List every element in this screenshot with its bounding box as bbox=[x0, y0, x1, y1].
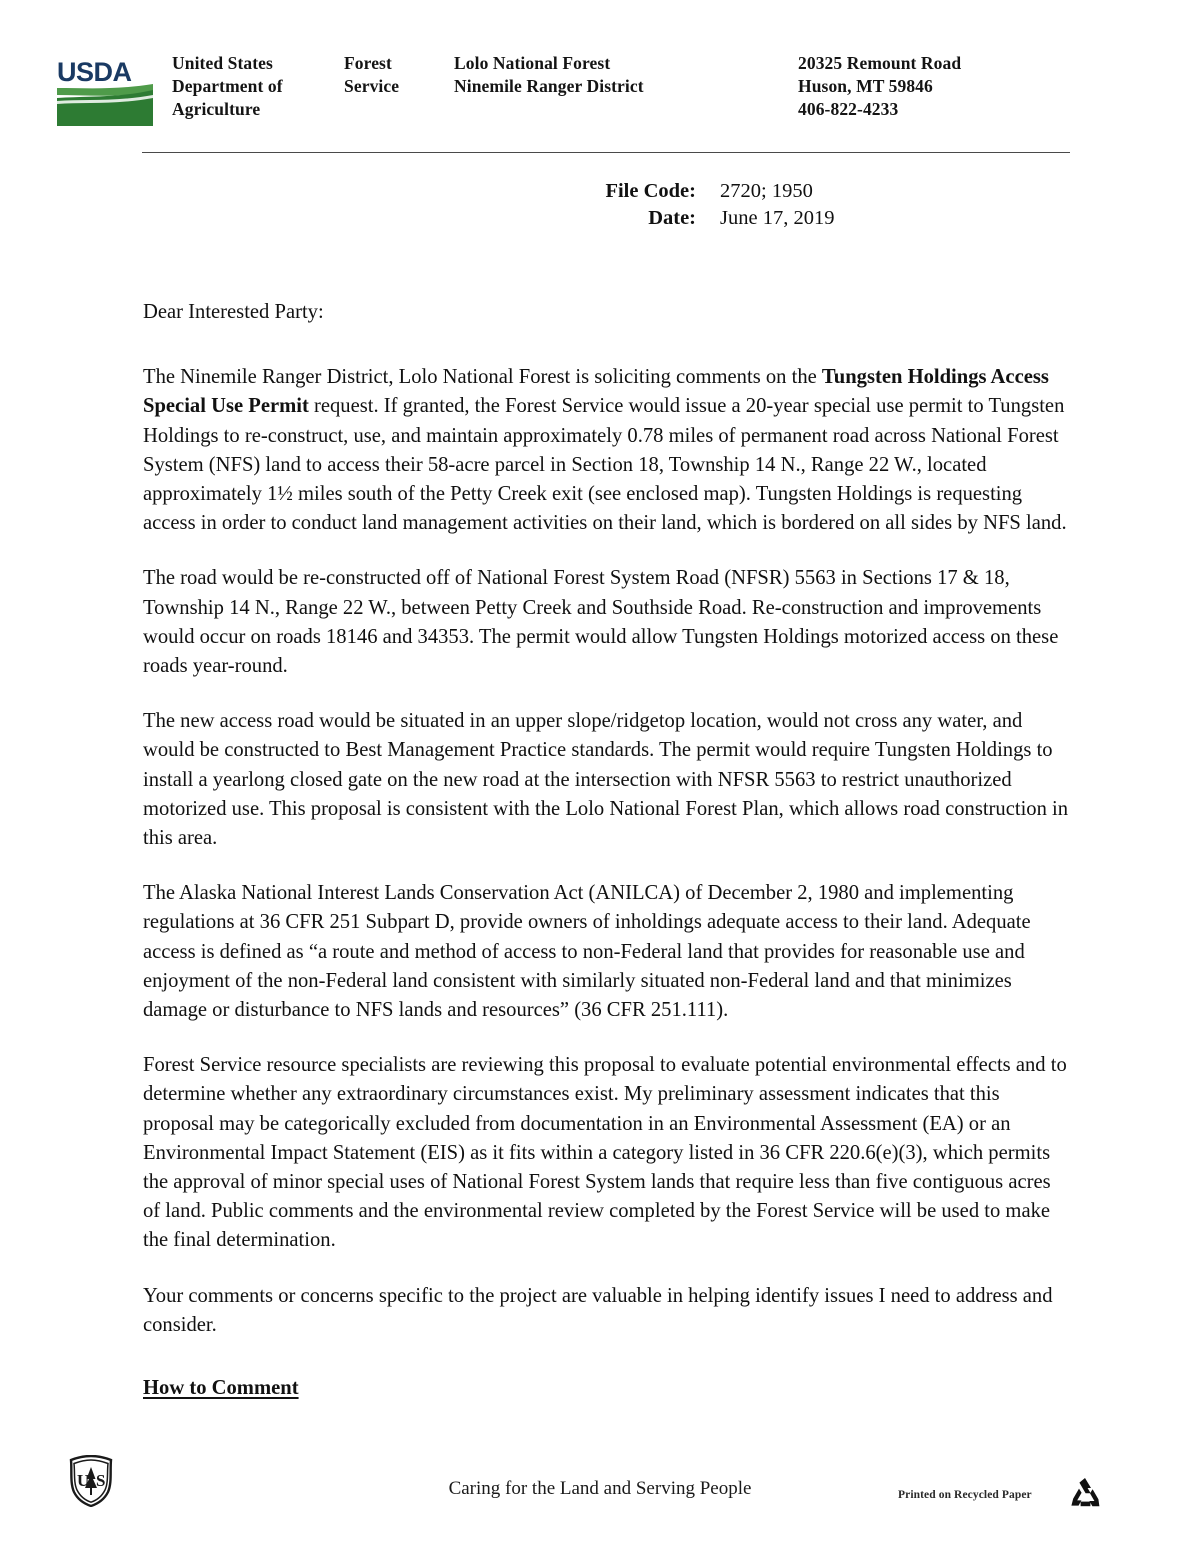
paragraph-road-design: The new access road would be situated in an upper slope/ridgetop location, would not cross any water, and would be constructed to Best Management Practice standards. The permit would require Tungsten Holdings to install a yearlong closed gate on the new road at the intersection with NFSR 5563 to restrict unauthorized motorized use. This proposal is consistent with the Lolo National Forest Plan, which allows road construction in this area. bbox=[143, 710, 1069, 850]
project-name-bold: Tungsten Holdings Access Special Use Permit bbox=[143, 366, 1049, 418]
address-phone: 406-822-4233 bbox=[798, 99, 899, 119]
paragraph-anilca: The Alaska National Interest Lands Conservation Act (ANILCA) of December 2, 1980 and implementing regulations at 36 CFR 251 Subpart D, provide owners of inholdings adequate access to their land. Adequate access is defined as “a route and method of access to non-Federal land that provides for reasonable use and enjoyment of the non-Federal land consistent with similarly situated non-Federal land and that minimizes damage or disturbance to NFS lands and resources” (36 CFR 251.111). bbox=[143, 882, 1031, 1022]
forest-unit-block bbox=[454, 52, 784, 98]
footer-motto: Caring for the Land and Serving People bbox=[448, 1478, 752, 1499]
svg-text:U: U bbox=[77, 1471, 90, 1490]
file-code-row bbox=[560, 178, 834, 205]
service-line-1: Forest bbox=[344, 53, 392, 73]
usda-logo bbox=[56, 54, 154, 126]
paragraph-environmental-review: Forest Service resource specialists are reviewing this proposal to evaluate potential environmental effects and to determine whether any extraordinary circumstances exist. My preliminary assessment indicates that this proposal may be categorically excluded from documentation in an Environmental Assessment (EA) or an Environmental Impact Statement (EIS) as it fits within a category listed in 36 CFR 220.6(e)(3), which permits the approval of minor special uses of National Forest System lands that require less than five contiguous acres of land. Public comments and the environmental review completed by the Forest Service will be used to make the final determination. bbox=[143, 1054, 1067, 1252]
letterhead-divider bbox=[142, 152, 1070, 153]
paragraph-proposal-part-1: The Ninemile Ranger District, Lolo National Forest is soliciting comments on the bbox=[143, 366, 822, 389]
letter-body bbox=[143, 298, 1071, 1403]
file-code-value: 2720; 1950 bbox=[720, 180, 813, 202]
date-value: June 17, 2019 bbox=[720, 207, 835, 229]
paragraph-comments-invite: Your comments or concerns specific to the project are valuable in helping identify issues I need to address and consider. bbox=[143, 1284, 1053, 1336]
address-block bbox=[798, 52, 961, 121]
svg-text:USDA: USDA bbox=[57, 57, 132, 87]
paragraph-proposal-part-2: request. If granted, the Forest Service would issue a 20-year special use permit to Tungsten Holdings to re-construct, use, and maintain approximately 0.78 miles of permanent road across National Forest System (NFS) land to access their 58-acre parcel in Section 18, Township 14 N., Range 22 W., located approximately 1½ miles south of the Petty Creek exit (see enclosed map). Tungsten Holdings is requesting access in order to conduct land management activities on their land, which is bordered on all sides by NFS land. bbox=[143, 395, 1067, 535]
service-line-2: Service bbox=[344, 76, 400, 96]
recycled-paper-note: Printed on Recycled Paper bbox=[898, 1489, 1032, 1501]
agency-name-block bbox=[172, 52, 344, 121]
file-code-block bbox=[560, 178, 834, 232]
forest-name: Lolo National Forest bbox=[454, 53, 611, 73]
salutation: Dear Interested Party: bbox=[143, 301, 324, 323]
recycle-icon bbox=[1068, 1476, 1102, 1510]
section-heading-how-to-comment: How to Comment bbox=[143, 1377, 299, 1400]
agency-line-3: Agriculture bbox=[172, 99, 261, 119]
agency-line-1: United States bbox=[172, 53, 273, 73]
date-row bbox=[560, 205, 834, 232]
district-name: Ninemile Ranger District bbox=[454, 76, 644, 96]
letterhead bbox=[56, 52, 1144, 126]
paragraph-proposal bbox=[143, 363, 1071, 538]
address-city-state-zip: Huson, MT 59846 bbox=[798, 76, 933, 96]
page-footer bbox=[0, 1452, 1200, 1522]
agency-line-2: Department of bbox=[172, 76, 283, 96]
svg-text:S: S bbox=[96, 1471, 106, 1490]
service-name-block bbox=[344, 52, 454, 98]
file-code-label: File Code: bbox=[605, 180, 696, 202]
paragraph-road-location: The road would be re-constructed off of National Forest System Road (NFSR) 5563 in Sections 17 & 18, Township 14 N., Range 22 W., between Petty Creek and Southside Road. Re-construction and improvements would occur on roads 18146 and 34353. The permit would allow Tungsten Holdings motorized access on these roads year-round. bbox=[143, 567, 1059, 678]
address-street: 20325 Remount Road bbox=[798, 53, 962, 73]
date-label: Date: bbox=[648, 207, 696, 229]
